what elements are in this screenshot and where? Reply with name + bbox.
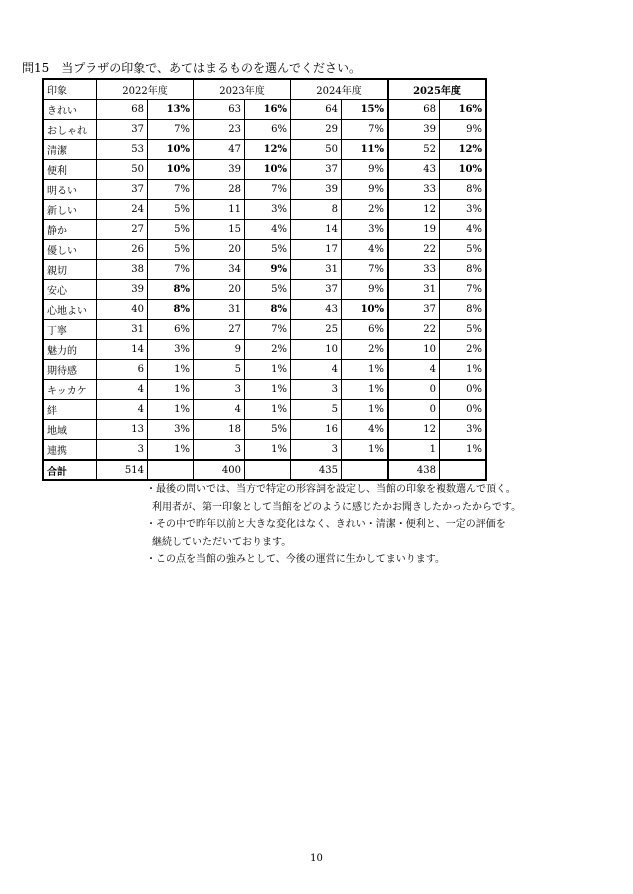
count-cell: 34 <box>194 260 245 280</box>
count-cell: 0 <box>388 400 440 420</box>
count-cell: 68 <box>388 100 440 120</box>
table-row <box>43 220 486 240</box>
percent-cell: 6% <box>148 320 194 340</box>
header-year-2024: 2024年度 <box>291 79 389 100</box>
row-label: キッカケ <box>43 380 97 400</box>
count-cell: 26 <box>97 240 148 260</box>
percent-cell: 1% <box>440 360 487 380</box>
count-cell: 27 <box>97 220 148 240</box>
note-line: ・この点を当館の強みとして、今後の運営に生かしてまいります。 <box>146 554 445 565</box>
header-year-2022: 2022年度 <box>97 79 194 100</box>
total-value: 438 <box>388 460 440 480</box>
percent-cell: 8% <box>245 300 291 320</box>
count-cell: 25 <box>291 320 342 340</box>
count-cell: 3 <box>194 380 245 400</box>
count-cell: 12 <box>388 200 440 220</box>
percent-cell: 0% <box>440 400 487 420</box>
row-label: 心地よい <box>43 300 97 320</box>
total-empty-cell <box>440 460 487 480</box>
percent-cell: 9% <box>440 120 487 140</box>
count-cell: 16 <box>291 420 342 440</box>
count-cell: 3 <box>291 440 342 461</box>
count-cell: 22 <box>388 240 440 260</box>
count-cell: 52 <box>388 140 440 160</box>
percent-cell: 3% <box>245 200 291 220</box>
percent-cell: 1% <box>342 400 389 420</box>
count-cell: 29 <box>291 120 342 140</box>
percent-cell: 5% <box>440 320 487 340</box>
percent-cell: 3% <box>148 340 194 360</box>
percent-cell: 6% <box>245 120 291 140</box>
count-cell: 6 <box>97 360 148 380</box>
header-year-2023: 2023年度 <box>194 79 291 100</box>
percent-cell: 3% <box>342 220 389 240</box>
percent-cell: 8% <box>440 180 487 200</box>
count-cell: 4 <box>97 400 148 420</box>
total-value: 435 <box>291 460 342 480</box>
percent-cell: 4% <box>245 220 291 240</box>
row-label: 丁寧 <box>43 320 97 340</box>
percent-cell: 8% <box>148 280 194 300</box>
percent-cell: 9% <box>342 160 389 180</box>
percent-cell: 5% <box>245 420 291 440</box>
table-row <box>43 140 486 160</box>
total-empty-cell <box>148 460 194 480</box>
percent-cell: 2% <box>440 340 487 360</box>
count-cell: 12 <box>388 420 440 440</box>
percent-cell: 1% <box>245 440 291 461</box>
table-row <box>43 340 486 360</box>
count-cell: 5 <box>291 400 342 420</box>
row-label: おしゃれ <box>43 120 97 140</box>
note-line: ・最後の問いでは、当方で特定の形容詞を設定し、当館の印象を複数選んで頂く。 <box>146 484 516 495</box>
count-cell: 19 <box>388 220 440 240</box>
question-heading: 問15 当プラザの印象で、あてはまるものを選んでください。 <box>22 61 362 75</box>
table-row <box>43 260 486 280</box>
percent-cell: 10% <box>148 140 194 160</box>
percent-cell: 1% <box>440 440 487 461</box>
count-cell: 9 <box>194 340 245 360</box>
header-year-2025: 2025年度 <box>388 79 486 100</box>
row-label: 便利 <box>43 160 97 180</box>
table-row <box>43 120 486 140</box>
row-label: 静か <box>43 220 97 240</box>
count-cell: 14 <box>291 220 342 240</box>
count-cell: 37 <box>291 280 342 300</box>
percent-cell: 1% <box>342 440 389 461</box>
row-label: 絆 <box>43 400 97 420</box>
table-row <box>43 360 486 380</box>
count-cell: 31 <box>388 280 440 300</box>
count-cell: 3 <box>97 440 148 461</box>
count-cell: 17 <box>291 240 342 260</box>
table-row <box>43 300 486 320</box>
percent-cell: 7% <box>148 180 194 200</box>
count-cell: 33 <box>388 180 440 200</box>
percent-cell: 1% <box>148 400 194 420</box>
row-label: 安心 <box>43 280 97 300</box>
percent-cell: 7% <box>245 180 291 200</box>
count-cell: 50 <box>291 140 342 160</box>
percent-cell: 8% <box>440 300 487 320</box>
percent-cell: 13% <box>148 100 194 120</box>
row-label: 明るい <box>43 180 97 200</box>
total-value: 400 <box>194 460 245 480</box>
percent-cell: 16% <box>245 100 291 120</box>
table-row <box>43 440 486 461</box>
table-row <box>43 280 486 300</box>
count-cell: 39 <box>194 160 245 180</box>
count-cell: 3 <box>194 440 245 461</box>
table-row <box>43 200 486 220</box>
percent-cell: 2% <box>245 340 291 360</box>
count-cell: 43 <box>291 300 342 320</box>
count-cell: 27 <box>194 320 245 340</box>
percent-cell: 16% <box>440 100 487 120</box>
header-impression: 印象 <box>43 79 97 100</box>
count-cell: 39 <box>97 280 148 300</box>
percent-cell: 11% <box>342 140 389 160</box>
count-cell: 37 <box>291 160 342 180</box>
table-body <box>43 100 486 481</box>
row-label: 親切 <box>43 260 97 280</box>
percent-cell: 5% <box>148 240 194 260</box>
row-label: 魅力的 <box>43 340 97 360</box>
percent-cell: 4% <box>342 420 389 440</box>
note-line: 継続していただいております。 <box>152 536 292 548</box>
percent-cell: 7% <box>148 260 194 280</box>
percent-cell: 15% <box>342 100 389 120</box>
percent-cell: 7% <box>342 120 389 140</box>
percent-cell: 4% <box>342 240 389 260</box>
count-cell: 53 <box>97 140 148 160</box>
count-cell: 23 <box>194 120 245 140</box>
count-cell: 1 <box>388 440 440 461</box>
percent-cell: 1% <box>342 380 389 400</box>
count-cell: 31 <box>291 260 342 280</box>
percent-cell: 1% <box>245 400 291 420</box>
percent-cell: 2% <box>342 340 389 360</box>
count-cell: 40 <box>97 300 148 320</box>
table-row <box>43 420 486 440</box>
count-cell: 31 <box>194 300 245 320</box>
percent-cell: 1% <box>245 380 291 400</box>
count-cell: 20 <box>194 240 245 260</box>
percent-cell: 3% <box>440 200 487 220</box>
percent-cell: 1% <box>148 380 194 400</box>
count-cell: 50 <box>97 160 148 180</box>
table-row <box>43 160 486 180</box>
count-cell: 15 <box>194 220 245 240</box>
total-value: 514 <box>97 460 148 480</box>
table-row <box>43 320 486 340</box>
count-cell: 37 <box>97 180 148 200</box>
percent-cell: 6% <box>342 320 389 340</box>
count-cell: 10 <box>291 340 342 360</box>
row-label: 地域 <box>43 420 97 440</box>
percent-cell: 10% <box>148 160 194 180</box>
count-cell: 64 <box>291 100 342 120</box>
percent-cell: 7% <box>148 120 194 140</box>
count-cell: 20 <box>194 280 245 300</box>
count-cell: 0 <box>388 380 440 400</box>
percent-cell: 1% <box>148 360 194 380</box>
count-cell: 8 <box>291 200 342 220</box>
percent-cell: 5% <box>440 240 487 260</box>
count-cell: 11 <box>194 200 245 220</box>
count-cell: 4 <box>194 400 245 420</box>
percent-cell: 12% <box>440 140 487 160</box>
count-cell: 37 <box>97 120 148 140</box>
count-cell: 4 <box>97 380 148 400</box>
count-cell: 39 <box>291 180 342 200</box>
count-cell: 3 <box>291 380 342 400</box>
percent-cell: 4% <box>440 220 487 240</box>
table-header-row <box>43 79 486 100</box>
count-cell: 14 <box>97 340 148 360</box>
count-cell: 38 <box>97 260 148 280</box>
percent-cell: 3% <box>440 420 487 440</box>
count-cell: 31 <box>97 320 148 340</box>
count-cell: 24 <box>97 200 148 220</box>
row-label: 新しい <box>43 200 97 220</box>
count-cell: 18 <box>194 420 245 440</box>
percent-cell: 10% <box>342 300 389 320</box>
count-cell: 43 <box>388 160 440 180</box>
percent-cell: 7% <box>342 260 389 280</box>
count-cell: 22 <box>388 320 440 340</box>
table-row <box>43 380 486 400</box>
table-row <box>43 400 486 420</box>
percent-cell: 5% <box>148 200 194 220</box>
table-row <box>43 180 486 200</box>
count-cell: 10 <box>388 340 440 360</box>
percent-cell: 9% <box>342 180 389 200</box>
note-line: ・その中で昨年以前と大きな変化はなく、きれい・清潔・便利と、一定の評価を <box>146 519 506 530</box>
count-cell: 63 <box>194 100 245 120</box>
percent-cell: 10% <box>440 160 487 180</box>
percent-cell: 1% <box>245 360 291 380</box>
percent-cell: 9% <box>245 260 291 280</box>
percent-cell: 8% <box>148 300 194 320</box>
count-cell: 33 <box>388 260 440 280</box>
count-cell: 13 <box>97 420 148 440</box>
count-cell: 37 <box>388 300 440 320</box>
note-line: 利用者が、第一印象として当館をどのように感じたかお聞きしたかったからです。 <box>152 501 522 513</box>
table-row <box>43 240 486 260</box>
impression-table <box>42 78 487 481</box>
percent-cell: 5% <box>245 240 291 260</box>
page-number: 10 <box>310 853 323 864</box>
total-empty-cell <box>245 460 291 480</box>
count-cell: 68 <box>97 100 148 120</box>
percent-cell: 12% <box>245 140 291 160</box>
percent-cell: 10% <box>245 160 291 180</box>
count-cell: 28 <box>194 180 245 200</box>
percent-cell: 1% <box>342 360 389 380</box>
count-cell: 39 <box>388 120 440 140</box>
count-cell: 5 <box>194 360 245 380</box>
percent-cell: 7% <box>440 280 487 300</box>
percent-cell: 3% <box>148 420 194 440</box>
percent-cell: 1% <box>148 440 194 461</box>
percent-cell: 5% <box>245 280 291 300</box>
total-label: 合計 <box>43 460 97 480</box>
percent-cell: 5% <box>148 220 194 240</box>
row-label: 清潔 <box>43 140 97 160</box>
row-label: 連携 <box>43 440 97 461</box>
row-label: きれい <box>43 100 97 120</box>
total-empty-cell <box>342 460 389 480</box>
row-label: 優しい <box>43 240 97 260</box>
commentary <box>146 481 521 569</box>
percent-cell: 2% <box>342 200 389 220</box>
count-cell: 47 <box>194 140 245 160</box>
count-cell: 4 <box>388 360 440 380</box>
total-row <box>43 460 486 480</box>
table-row <box>43 100 486 120</box>
percent-cell: 9% <box>342 280 389 300</box>
count-cell: 4 <box>291 360 342 380</box>
percent-cell: 7% <box>245 320 291 340</box>
percent-cell: 8% <box>440 260 487 280</box>
percent-cell: 0% <box>440 380 487 400</box>
row-label: 期待感 <box>43 360 97 380</box>
